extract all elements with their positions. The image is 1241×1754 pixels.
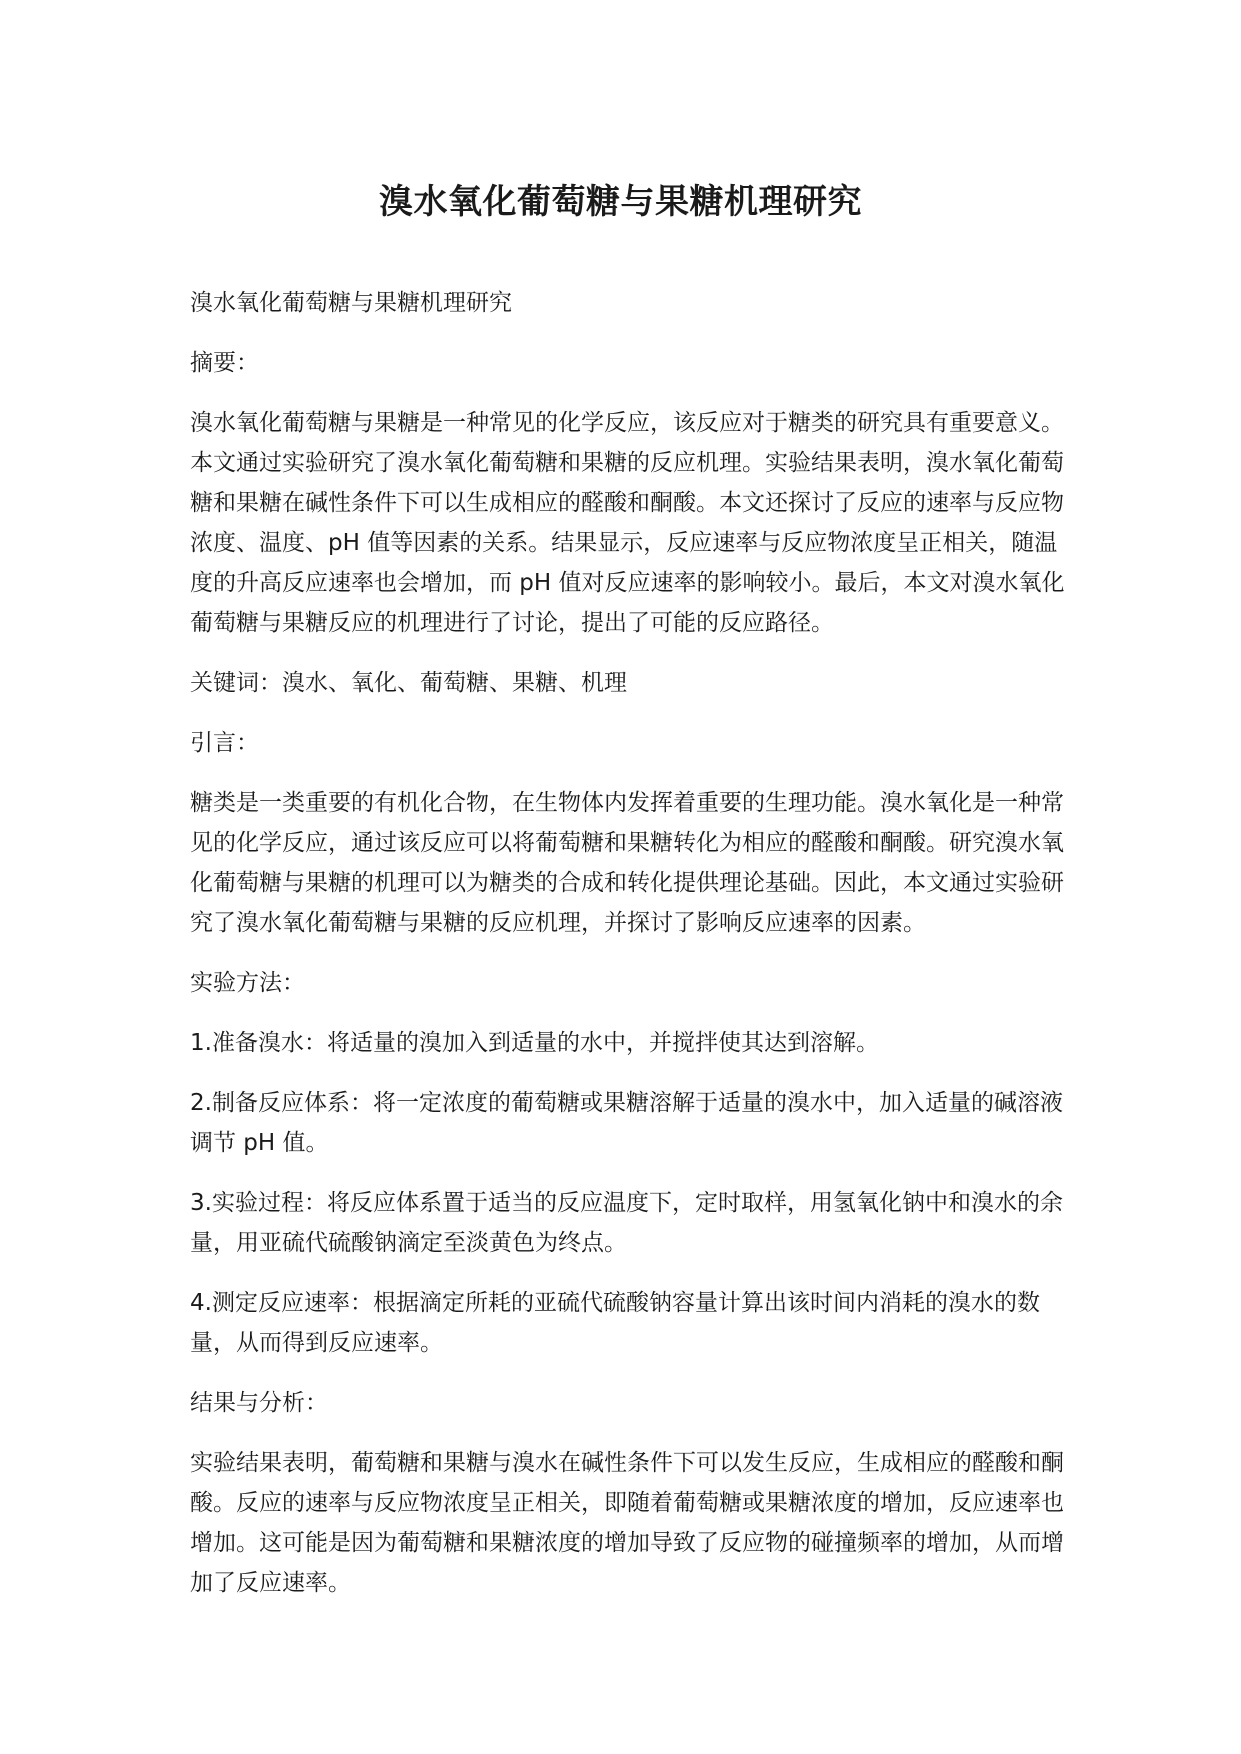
document-title: 溴水氧化葡萄糖与果糖机理研究	[379, 182, 862, 222]
introduction-heading: 引言：	[190, 730, 259, 756]
results-paragraph: 实验结果表明，葡萄糖和果糖与溴水在碱性条件下可以发生反应，生成相应的醛酸和酮酸。反应的速率与反应物浓度呈正相关，即随着葡萄糖或果糖浓度的增加，反应速率也增加。这可能是因为葡萄糖和果糖浓度的增加导致了反应物的碰撞频率的增加，从而增加了反应速率。	[190, 1450, 1064, 1596]
document-body	[190, 283, 1070, 1623]
method-step-3: 3.实验过程：将反应体系置于适当的反应温度下，定时取样，用氢氧化钠中和溴水的余量，用亚硫代硫酸钠滴定至淡黄色为终点。	[190, 1190, 1063, 1256]
introduction-paragraph: 糖类是一类重要的有机化合物，在生物体内发挥着重要的生理功能。溴水氧化是一种常见的化学反应，通过该反应可以将葡萄糖和果糖转化为相应的醛酸和酮酸。研究溴水氧化葡萄糖与果糖的机理可以为糖类的合成和转化提供理论基础。因此，本文通过实验研究了溴水氧化葡萄糖与果糖的反应机理，并探讨了影响反应速率的因素。	[190, 790, 1064, 936]
method-step-4: 4.测定反应速率：根据滴定所耗的亚硫代硫酸钠容量计算出该时间内消耗的溴水的数量，从而得到反应速率。	[190, 1290, 1040, 1356]
abstract-paragraph: 溴水氧化葡萄糖与果糖是一种常见的化学反应，该反应对于糖类的研究具有重要意义。本文通过实验研究了溴水氧化葡萄糖和果糖的反应机理。实验结果表明，溴水氧化葡萄糖和果糖在碱性条件下可以生成相应的醛酸和酮酸。本文还探讨了反应的速率与反应物浓度、温度、pH 值等因素的关系。结果显示，反应速率与反应物浓度呈正相关，随温度的升高反应速率也会增加，而 pH 值对反应速率的影响较小。最后，本文对溴水氧化葡萄糖与果糖反应的机理进行了讨论，提出了可能的反应路径。	[190, 410, 1065, 636]
subtitle-paragraph: 溴水氧化葡萄糖与果糖机理研究	[190, 290, 512, 316]
methods-heading: 实验方法：	[190, 970, 305, 996]
results-heading: 结果与分析：	[190, 1390, 328, 1416]
keywords-paragraph: 关键词：溴水、氧化、葡萄糖、果糖、机理	[190, 670, 627, 696]
method-step-1: 1.准备溴水：将适量的溴加入到适量的水中，并搅拌使其达到溶解。	[190, 1030, 879, 1056]
abstract-heading: 摘要：	[190, 350, 259, 376]
method-step-2: 2.制备反应体系：将一定浓度的葡萄糖或果糖溶解于适量的溴水中，加入适量的碱溶液调节 pH 值。	[190, 1090, 1063, 1156]
